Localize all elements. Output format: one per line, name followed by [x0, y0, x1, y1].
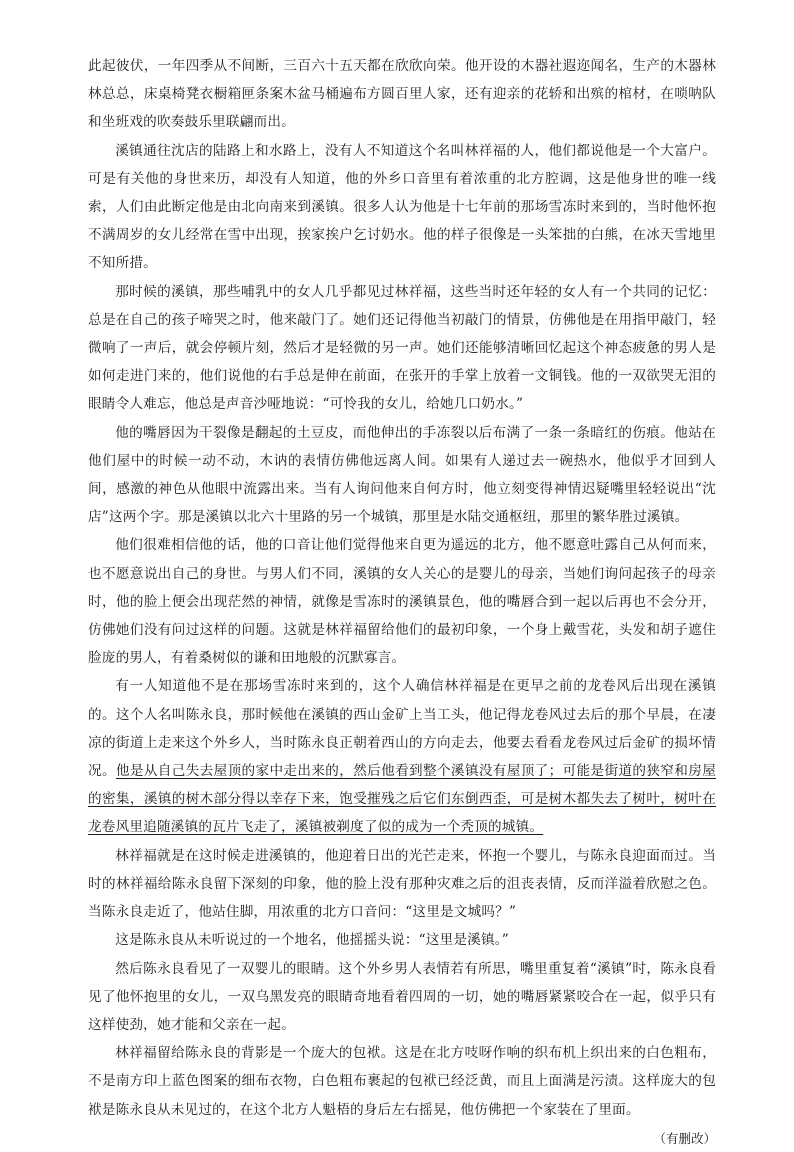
paragraph-8: 这是陈永良从未听说过的一个地名，他摇摇头说：“这里是溪镇。”	[115, 932, 509, 949]
article-body	[88, 52, 716, 1152]
paragraph-6	[88, 672, 716, 841]
paragraph-7: 林祥福就是在这时候走进溪镇的，他迎着日出的光芒走来，怀抱一个婴儿，与陈永良迎面而过。当时的林祥福给陈永良留下深刻的印象，他的脸上没有那种灾难之后的沮丧表情，反而洋溢着欣慰之色。当陈永良走近了，他站住脚，用浓重的北方口音问：“这里是文城吗？”	[88, 847, 716, 921]
underlined-passage: 他是从自己失去屋顶的家中走出来的，然后他看到整个溪镇没有屋顶了；可能是街道的狭窄和房屋的密集，溪镇的树木部分得以幸存下来，饱受摧残之后它们东倒西歪，可是树木都失去了树叶，树叶在龙卷风里追随溪镇的瓦片飞走了，溪镇被剃度了似的成为一个秃顶的城镇。	[88, 763, 716, 836]
paragraph-5: 他们很难相信他的话，他的口音让他们觉得他来自更为遥远的北方，他不愿意吐露自己从何而来，也不愿意说出自己的身世。与男人们不同，溪镇的女人关心的是婴儿的母亲，当她们询问起孩子的母亲时，他的脸上便会出现茫然的神情，就像是雪冻时的溪镇景色，他的嘴唇合到一起以后再也不会分开，仿佛她们没有问过这样的问题。这就是林祥福留给他们的最初印象，一个身上戴雪花，头发和胡子遮住脸庞的男人，有着桑树似的谦和田地般的沉默寡言。	[88, 537, 716, 667]
paragraph-4: 他的嘴唇因为干裂像是翻起的土豆皮，而他伸出的手冻裂以后布满了一条一条暗红的伤痕。他站在他们屋中的时候一动不动，木讷的表情仿佛他远离人间。如果有人递过去一碗热水，他似乎才回到人间，感激的神色从他眼中流露出来。当有人询问他来自何方时，他立刻变得神情迟疑嘴里轻轻说出“沈店”这两个字。那是溪镇以北六十里路的另一个城镇，那里是水陆交通枢纽，那里的繁华胜过溪镇。	[88, 424, 716, 526]
paragraph-9: 然后陈永良看见了一双婴儿的眼睛。这个外乡男人表情若有所思，嘴里重复着“溪镇”时，陈永良看见了他怀抱里的女儿，一双乌黑发亮的眼睛奇地看着四周的一切，她的嘴唇紧紧咬合在一起，似乎只有这样使劲，她才能和父亲在一起。	[88, 960, 716, 1033]
paragraph-10: 林祥福留给陈永良的背影是一个庞大的包袱。这是在北方吱呀作响的织布机上织出来的白色粗布，不是南方印上蓝色图案的细布衣物，白色粗布裹起的包袱已经泛黄，而且上面满是污渍。这样庞大的包袱是陈永良从未见过的，在这个北方人魁梧的身后左右摇晃，他仿佛把一个家装在了里面。	[88, 1045, 716, 1118]
paragraph-1: 此起彼伏，一年四季从不间断，三百六十五天都在欣欣向荣。他开设的木器社遐迩闻名，生产的木器林林总总，床桌椅凳衣橱箱匣条案木盆马桶遍布方圆百里人家，还有迎亲的花轿和出殡的棺材，在唢呐队和坐班戏的吹奏鼓乐里联翩而出。	[88, 58, 716, 131]
source-note: （有删改）	[653, 1130, 716, 1146]
paragraph-6-text: 有一人知道他不是在那场雪冻时来到的，这个人确信林祥福是在更早之前的龙卷风后出现在溪镇的。这个人名叫陈永良，那时候他在溪镇的西山金矿上当工头，他记得龙卷风过去后的那个早晨，在凄凉的街道上走来这个外乡人，当时陈永良正朝着西山的方向走去，他要去看看龙卷风过后金矿的损坏情况。	[88, 678, 716, 780]
paragraph-2: 溪镇通往沈店的陆路上和水路上，没有人不知道这个名叫林祥福的人，他们都说他是一个大富户。可是有关他的身世来历，却没有人知道，他的外乡口音里有着浓重的北方腔调，这是他身世的唯一线索，人们由此断定他是由北向南来到溪镇。很多人认为他是十七年前的那场雪冻时来到的，当时他怀抱不满周岁的女儿经常在雪中出现，挨家挨户乞讨奶水。他的样子很像是一头笨拙的白熊，在冰天雪地里不知所措。	[88, 142, 716, 272]
paragraph-3: 那时候的溪镇，那些哺乳中的女人几乎都见过林祥福，这些当时还年轻的女人有一个共同的记忆：总是在自己的孩子啼哭之时，他来敲门了。她们还记得他当初敲门的情景，仿佛他是在用指甲敲门，轻微响了一声后，就会停顿片刻，然后才是轻微的另一声。她们还能够清晰回忆起这个神态疲惫的男人是如何走进门来的，他们说他的右手总是伸在前面，在张开的手掌上放着一文铜钱。他的一双欲哭无泪的眼睛令人难忘，他总是声音沙哑地说：“可怜我的女儿，给她几口奶水。”	[88, 283, 716, 413]
